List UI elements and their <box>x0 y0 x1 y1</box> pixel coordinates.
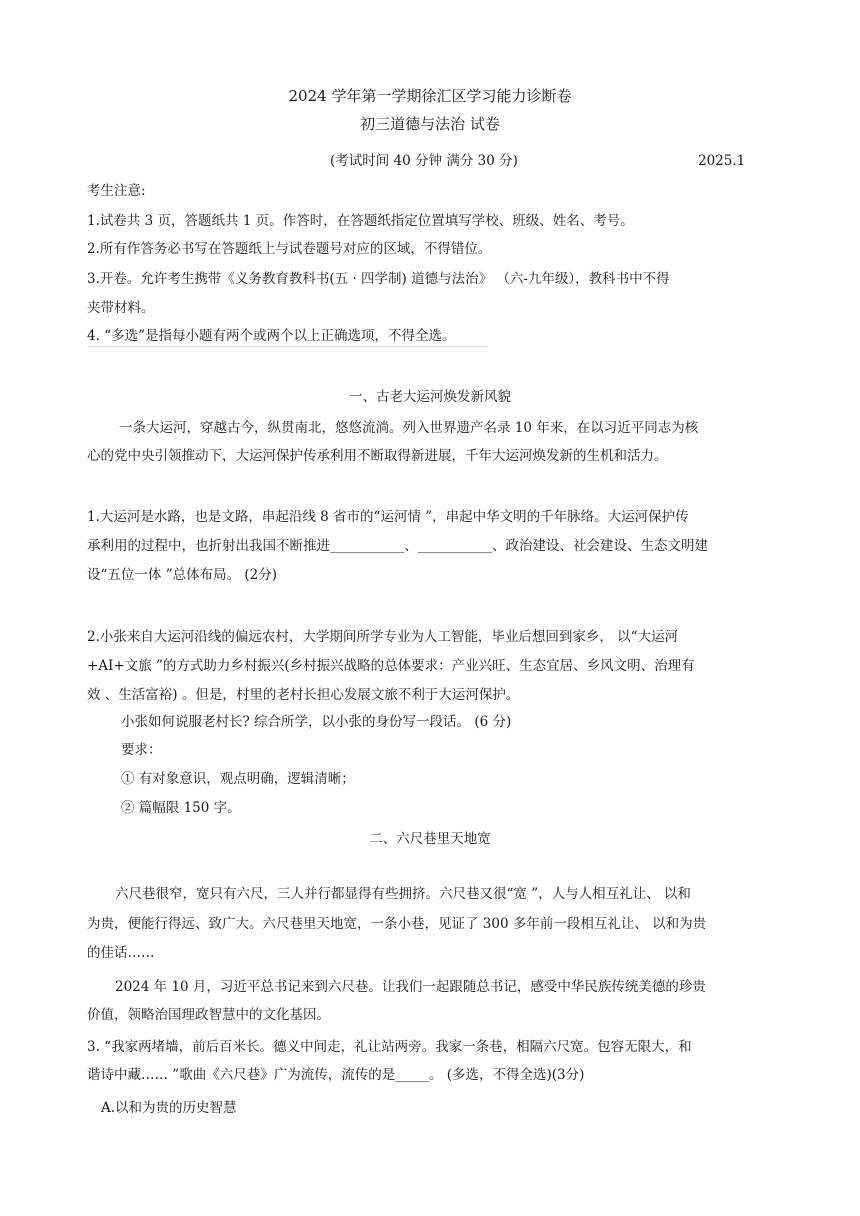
requirements-heading: 要求： <box>121 742 162 758</box>
section2-heading: 二、六尺巷里天地宽 <box>369 831 491 847</box>
section2-p1-c: 的佳话…… <box>87 945 155 961</box>
question2-d: 小张如何说服老村长? 综合所学，以小张的身份写一段话。 (6 分) <box>121 714 512 730</box>
notice-item-3b: 夹带材料。 <box>87 300 155 316</box>
exam-subtitle: 初三道德与法治 试卷 <box>360 115 500 133</box>
section2-p1-a: 六尺巷很窄，宽只有六尺，三人并行都显得有些拥挤。六尺巷又很“宽 ”，人与人相互礼让、 以和 <box>115 886 691 902</box>
option-a: A.以和为贵的历史智慧 <box>101 1100 237 1116</box>
section2-p1-b: 为贵，便能行得远、致广大。六尺巷里天地宽，一条小巷，见证了 300 多年前一段相互礼让、 以和为贵 <box>87 916 707 932</box>
question3-a: 3. “我家两堵墙，前后百米长。德义中间走，礼让站两旁。我家一条巷，相隔六尺宽。包容无限大，和 <box>87 1039 692 1055</box>
section1-intro-b: 心的党中央引领推动下，大运河保护传承利用不断取得新进展，千年大运河焕发新的生机和活力。 <box>87 448 668 464</box>
notice-heading: 考生注意: <box>87 183 146 199</box>
exam-title: 2024 学年第一学期徐汇区学习能力诊断卷 <box>288 87 572 105</box>
question2-c: 效 、生活富裕) 。但是，村里的老村长担心发展文旅不利于大运河保护。 <box>87 687 520 703</box>
notice-item-3a: 3.开卷。允许考生携带《义务教育教科书(五 · 四学制) 道德与法治》 （六-九年级），教科书中不得 <box>87 271 670 287</box>
notice-item-2: 2.所有作答务必书写在答题纸上与试卷题号对应的区域，不得错位。 <box>87 241 492 257</box>
section1-heading: 一、古老大运河焕发新风貌 <box>349 389 511 405</box>
exam-info: (考试时间 40 分钟 满分 30 分) <box>330 153 518 169</box>
requirement-1: ① 有对象意识，观点明确，逻辑清晰； <box>121 771 355 787</box>
section1-intro-a: 一条大运河，穿越古今，纵贯南北，悠悠流淌。列入世界遗产名录 10 年来，在以习近平同志为核 <box>119 420 699 436</box>
section2-p2-a: 2024 年 10 月，习近平总书记来到六尺巷。让我们一起跟随总书记，感受中华民族传统美德的珍贵 <box>115 979 706 995</box>
question1-b: 承利用的过程中，也折射出我国不断推进___________、___________、政治建设、社会建设、生态文明建 <box>87 538 708 554</box>
notice-item-1: 1.试卷共 3 页，答题纸共 1 页。作答时，在答题纸指定位置填写学校、班级、姓名、考号。 <box>87 213 634 229</box>
dotted-divider <box>88 346 488 349</box>
section2-p2-b: 价值，领略治国理政智慧中的文化基因。 <box>87 1007 330 1023</box>
question1-c: 设“五位一体 ”总体布局。 (2分) <box>87 567 278 583</box>
exam-date: 2025.1 <box>698 153 746 169</box>
question3-b: 谐诗中藏…… ”歌曲《六尺巷》广为流传，流传的是_____。 (多选，不得全选)(3分) <box>87 1067 585 1083</box>
requirement-2: ② 篇幅限 150 字。 <box>121 800 241 816</box>
question2-b: +AI+文旅 ”的方式助力乡村振兴(乡村振兴战略的总体要求：产业兴旺、生态宜居、乡风文明、治理有 <box>87 658 695 674</box>
question2-a: 2.小张来自大运河沿线的偏远农村，大学期间所学专业为人工智能，毕业后想回到家乡， 以“大运河 <box>87 629 679 645</box>
notice-item-4: 4. “多选”是指每小题有两个或两个以上正确选项，不得全选。 <box>87 328 456 344</box>
question1-a: 1.大运河是水路，也是文路，串起沿线 8 省市的“运河情 ”，串起中华文明的千年脉络。大运河保护传 <box>87 509 689 525</box>
